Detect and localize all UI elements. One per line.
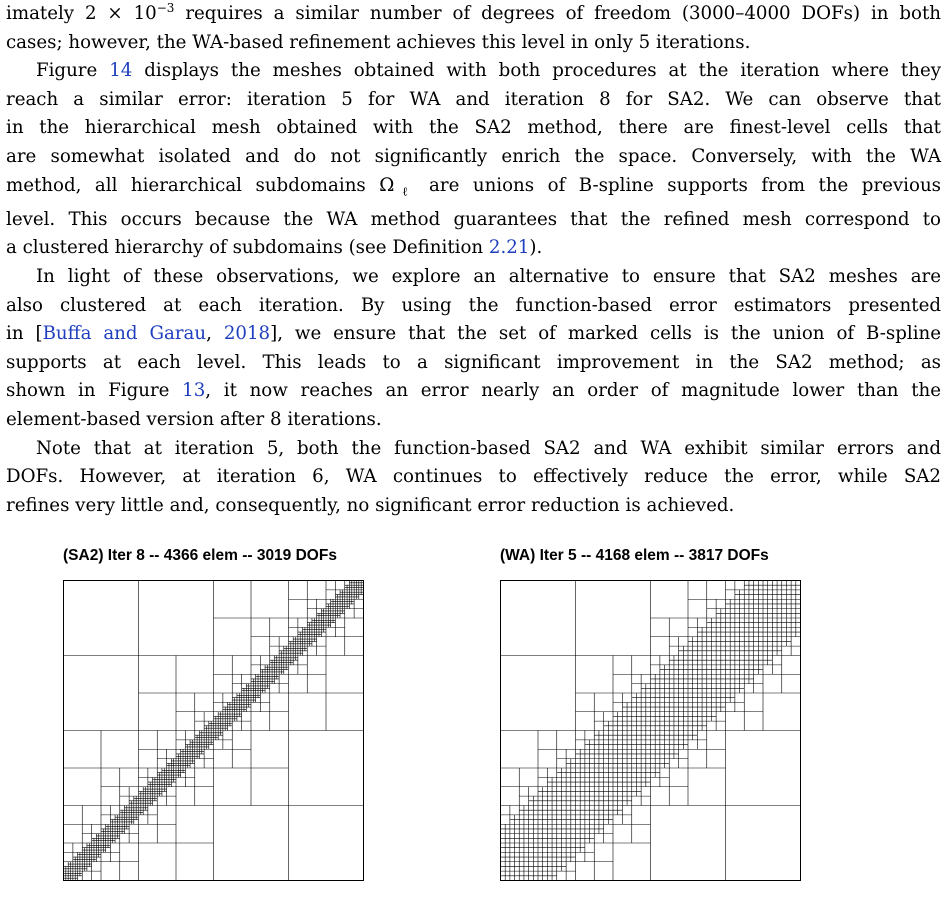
text-line: Figure 14 displays the meshes obtained with both procedures at the iteration where they xyxy=(36,60,941,82)
text-line: also clustered at each iteration. By using the function-based error estimators presented xyxy=(6,294,941,316)
text-line: In light of these observations, we explore an alternative to ensure that SA2 meshes are xyxy=(36,265,941,287)
text-line: a clustered hierarchy of subdomains (see Definition 2.21). xyxy=(6,237,543,259)
figure-title-sa2: (SA2) Iter 8 -- 4366 elem -- 3019 DOFs xyxy=(63,547,337,564)
mesh-plot-wa xyxy=(498,578,803,883)
citation-buffa-garau-link[interactable]: Buffa and Garau xyxy=(42,323,207,345)
figure-13-link[interactable]: 13 xyxy=(182,380,206,402)
citation-year-link[interactable]: 2018 xyxy=(223,323,271,345)
text-line: supports at each level. This leads to a significant improvement in the SA2 method; as xyxy=(6,351,941,373)
text-line: in the hierarchical mesh obtained with the SA2 method, there are finest-level cells that xyxy=(6,117,941,139)
paragraph-3 xyxy=(6,263,941,435)
text-line: DOFs. However, at iteration 6, WA continues to effectively reduce the error, while SA2 xyxy=(6,466,941,488)
figure-title-wa: (WA) Iter 5 -- 4168 elem -- 3817 DOFs xyxy=(500,547,769,564)
definition-2-21-link[interactable]: 2.21 xyxy=(488,237,530,259)
mesh-cells xyxy=(64,581,364,881)
text-line: are somewhat isolated and do not significantly enrich the space. Conversely, with the WA xyxy=(6,145,941,167)
figure-14-link[interactable]: 14 xyxy=(109,60,133,82)
paragraph-4 xyxy=(6,435,941,521)
paragraph-1 xyxy=(6,0,941,57)
paper-body-text xyxy=(6,0,941,520)
text-line: element-based version after 8 iterations. xyxy=(6,408,382,430)
text-line: imately $2 \times 10^{-3}$ requires a similar number of degrees of freedom (3000–4000 DOFs) in both xyxy=(6,1,941,24)
text-line: Note that at iteration 5, both the function-based SA2 and WA exhibit similar errors and xyxy=(36,437,941,459)
text-line: reach a similar error: iteration 5 for WA and iteration 8 for SA2. We can observe that xyxy=(6,88,941,110)
text-line: level. This occurs because the WA method guarantees that the refined mesh correspond to xyxy=(6,208,941,230)
text-line: shown in Figure 13, it now reaches an error nearly an order of magnitude lower than the xyxy=(6,380,941,402)
mesh-plot-sa2 xyxy=(61,578,366,883)
text-line: cases; however, the WA-based refinement achieves this level in only 5 iterations. xyxy=(6,31,751,53)
mesh-cells xyxy=(501,581,801,881)
text-line: method, all hierarchical subdomains $\Omega_\ell$ are unions of B-spline supports from the previous xyxy=(6,174,941,199)
text-line: in [Buffa and Garau, 2018], we ensure that the set of marked cells is the union of B-spline xyxy=(6,323,941,345)
paragraph-2 xyxy=(6,57,941,263)
text-line: refines very little and, consequently, no significant error reduction is achieved. xyxy=(6,494,735,516)
